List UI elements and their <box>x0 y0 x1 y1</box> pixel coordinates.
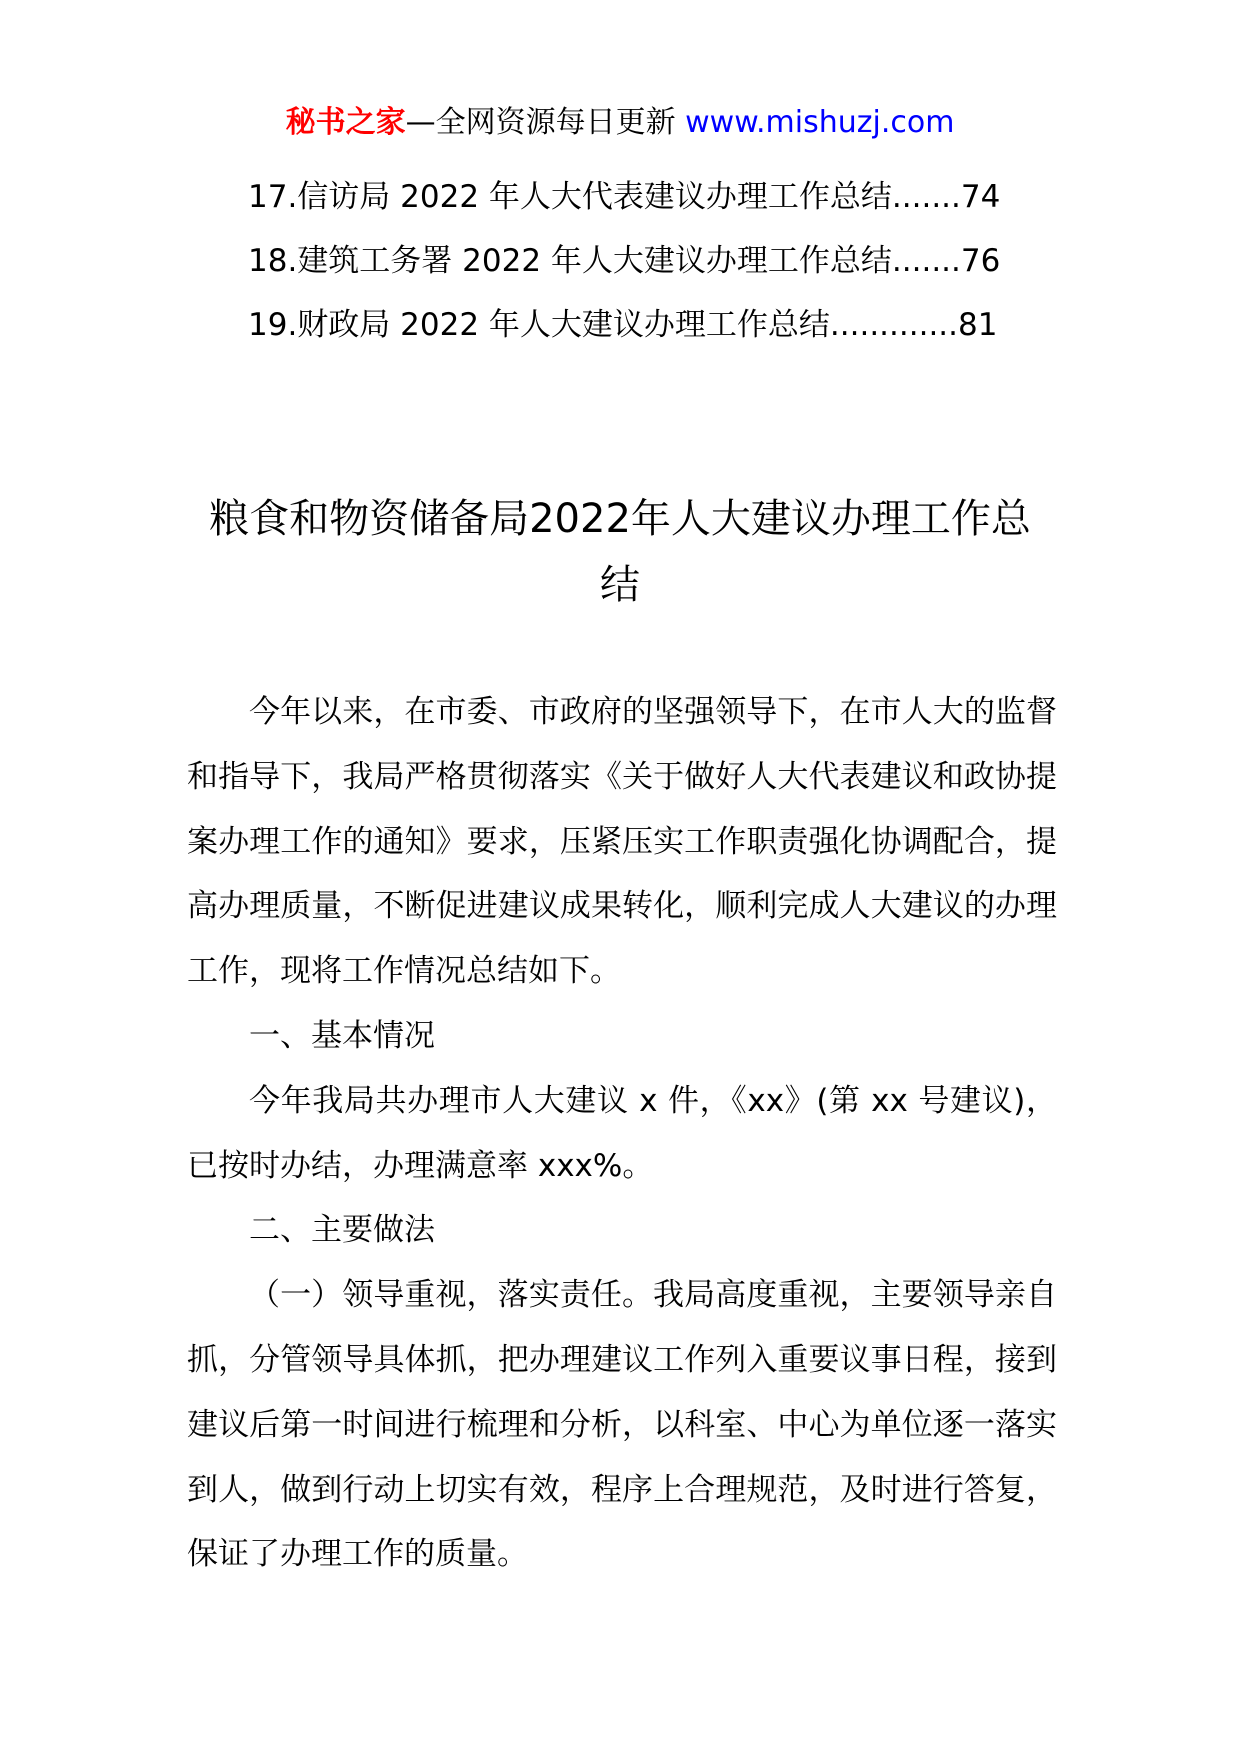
site-url-link[interactable]: www.mishuzj.com <box>685 105 955 140</box>
section-heading-basic: 一、基本情况 <box>249 1017 435 1054</box>
toc-item[interactable]: 19.财政局 2022 年人大建议办理工作总结.............81 <box>248 307 998 343</box>
methods-paragraph: （一）领导重视，落实责任。我局高度重视，主要领导亲自抓，分管领导具体抓，把办理建议工作列入重要议事日程，接到建议后第一时间进行梳理和分析，以科室、中心为单位逐一落实到人，做到行动上切实有效，程序上合理规范，及时进行答复，保证了办理工作的质量。 <box>187 1277 1057 1573</box>
section-heading-methods: 二、主要做法 <box>249 1212 435 1249</box>
brand-name: 秘书之家 <box>285 105 406 140</box>
site-header <box>0 100 1240 146</box>
intro-paragraph: 今年以来，在市委、市政府的坚强领导下，在市人大的监督和指导下，我局严格贯彻落实《关于做好人大代表建议和政协提案办理工作的通知》要求，压紧压实工作职责强化协调配合，提高办理质量，不断促进建议成果转化，顺利完成人大建议的办理工作，现将工作情况总结如下。 <box>187 694 1057 990</box>
toc-item[interactable]: 18.建筑工务署 2022 年人大建议办理工作总结.......76 <box>248 243 1001 279</box>
basic-paragraph: 今年我局共办理市人大建议 x 件，《xx》(第 xx 号建议)，已按时办结，办理满意率 xxx%。 <box>187 1082 1057 1184</box>
table-of-contents <box>248 165 1058 357</box>
header-slogan: —全网资源每日更新 <box>405 105 686 140</box>
toc-item[interactable]: 17.信访局 2022 年人大代表建议办理工作总结.......74 <box>248 179 1001 215</box>
document-body <box>187 680 1057 1587</box>
document-title: 粮食和物资储备局2022年人大建议办理工作总结 <box>209 496 1031 608</box>
